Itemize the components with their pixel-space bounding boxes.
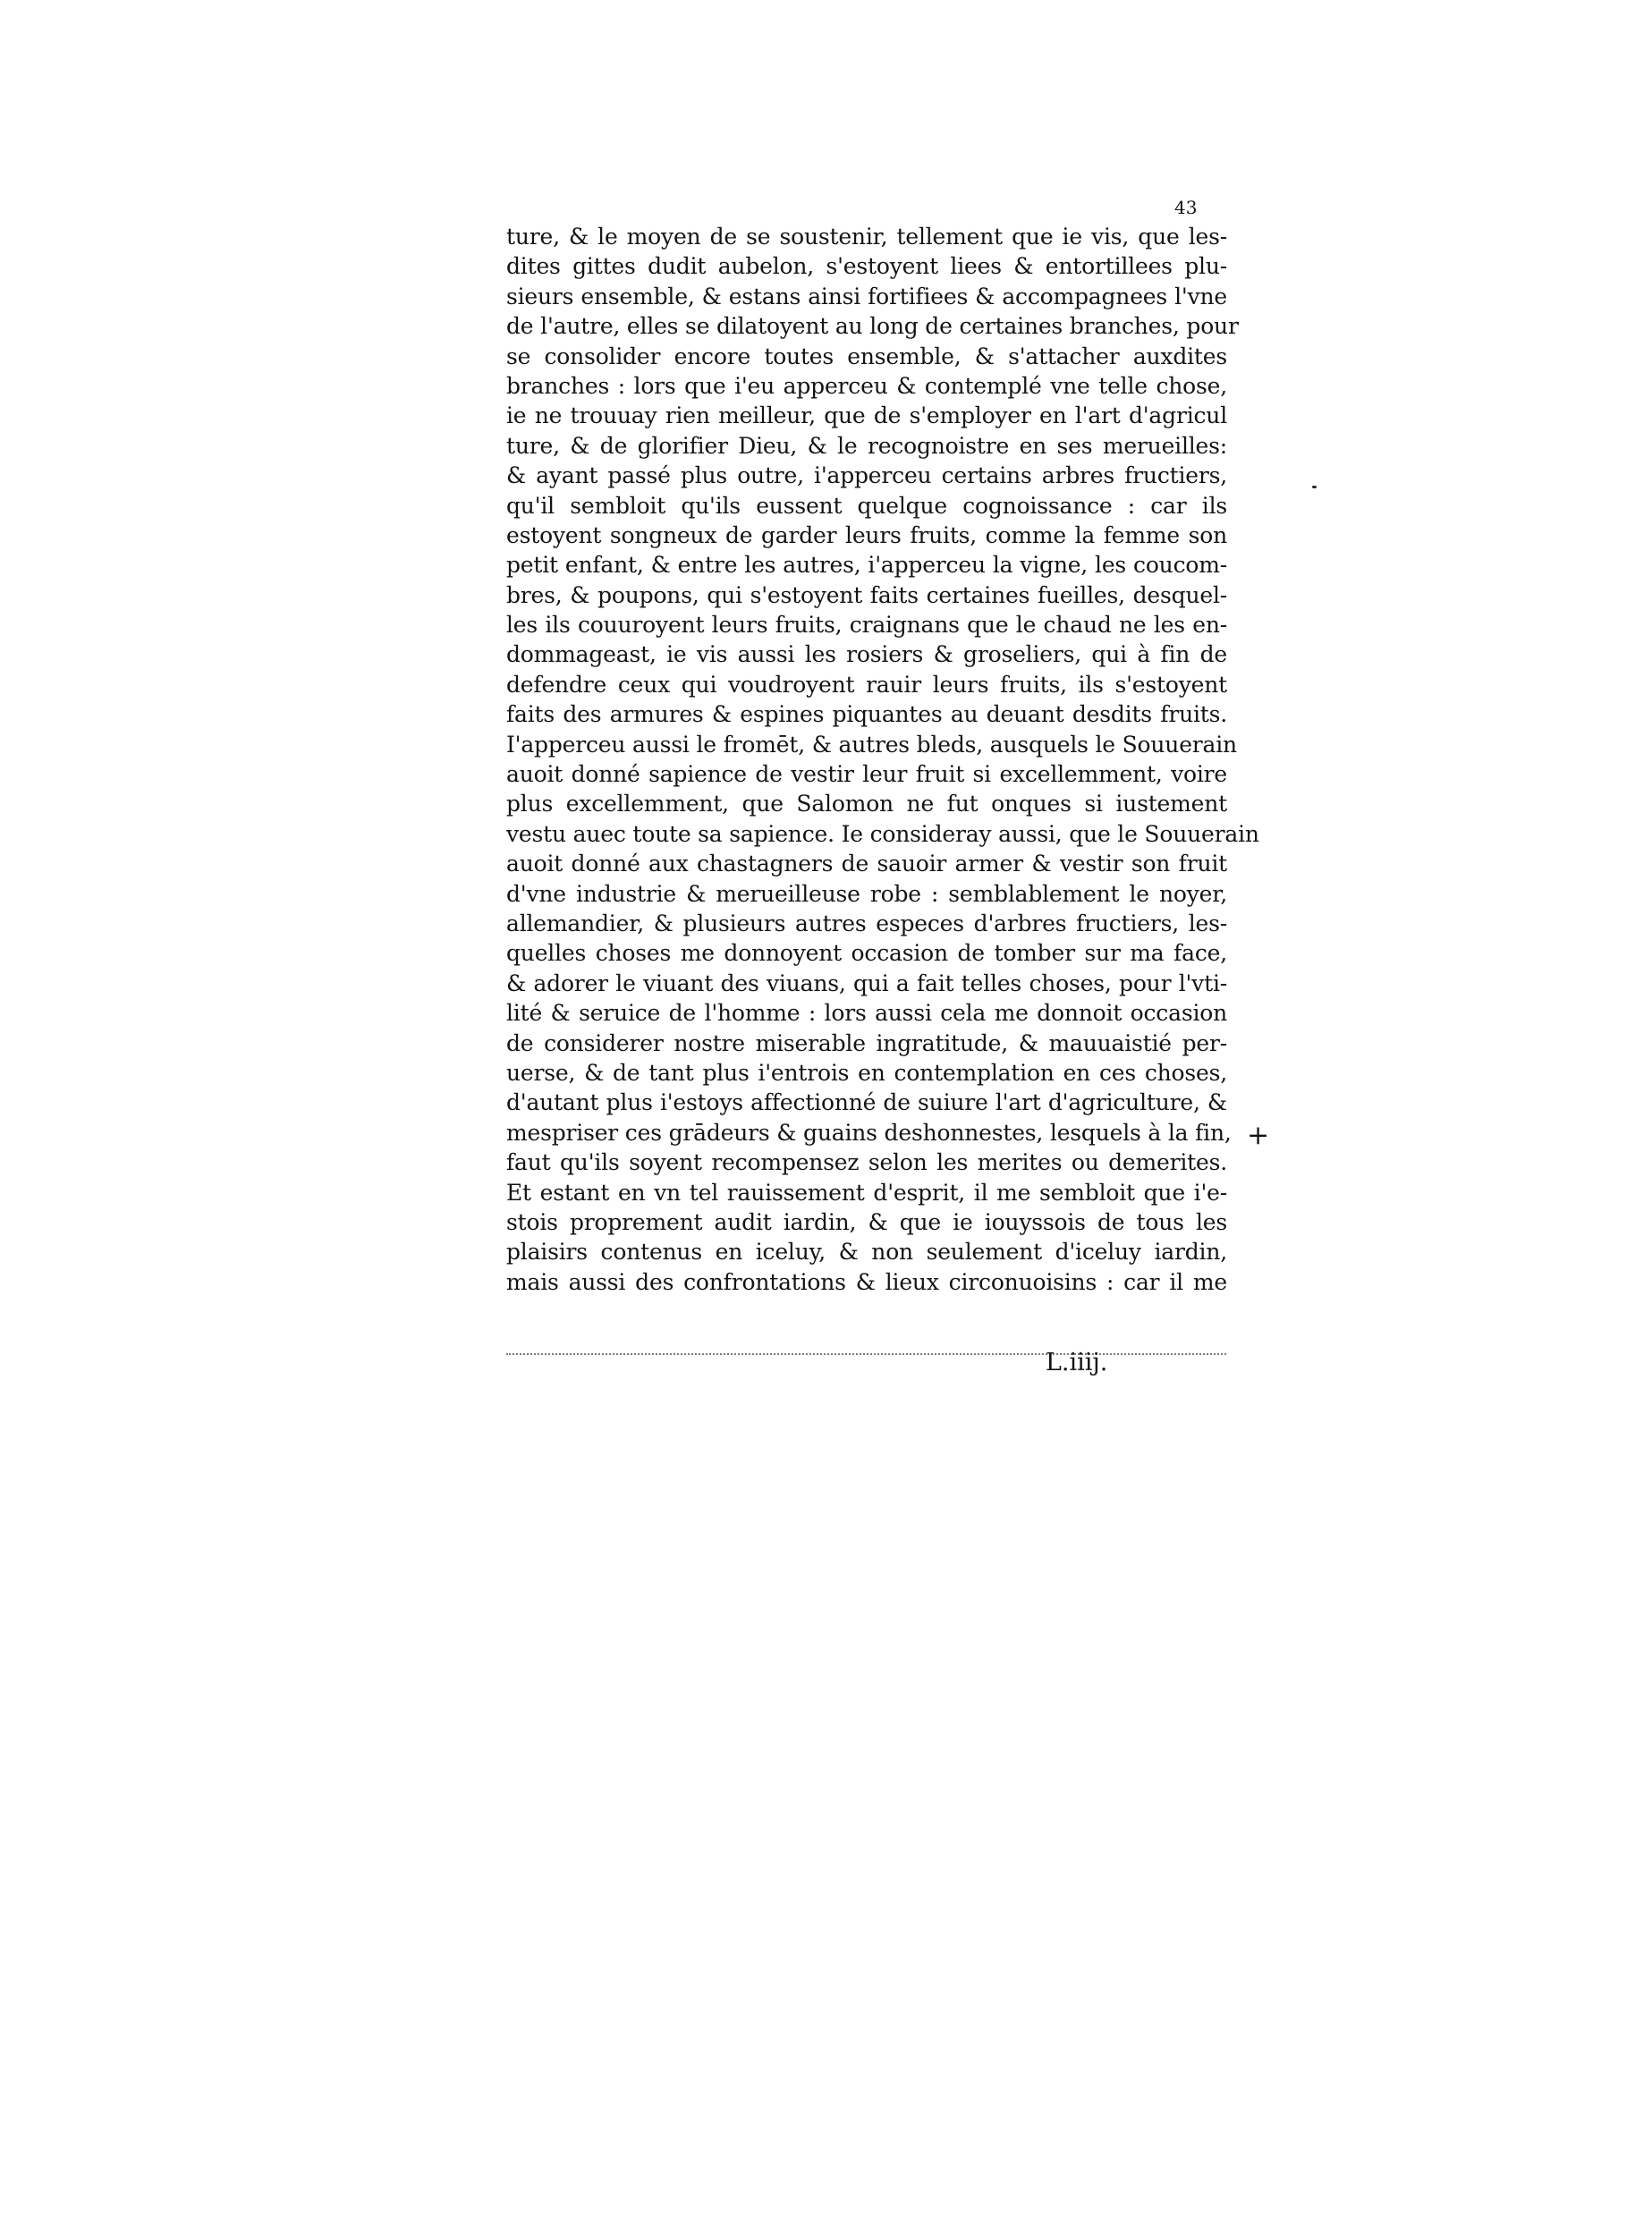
text-line: lité & seruice de l'homme : lors aussi cela me donnoit occasion	[506, 1000, 1227, 1027]
text-line: plaisirs contenus en iceluy, & non seulement d'iceluy iardin,	[506, 1239, 1227, 1266]
text-line: ie ne trouuay rien meilleur, que de s'employer en l'art d'agricul	[506, 402, 1227, 429]
text-line: Et estant en vn tel rauissement d'esprit, il me sembloit que i'e-	[506, 1179, 1227, 1206]
text-line: allemandier, & plusieurs autres especes d'arbres fructiers, les-	[506, 910, 1227, 936]
text-line: se consolider encore toutes ensemble, & s'attacher auxdites	[506, 343, 1227, 369]
text-line: petit enfant, & entre les autres, i'apperceu la vigne, les coucom-	[506, 552, 1227, 579]
text-line: defendre ceux qui voudroyent rauir leurs fruits, ils s'estoyent	[506, 671, 1227, 698]
text-line: mespriser ces grādeurs & guains deshonnestes, lesquels à la fin,	[506, 1119, 1232, 1146]
text-line: d'vne industrie & merueilleuse robe : semblablement le noyer,	[506, 880, 1227, 907]
text-line: quelles choses me donnoyent occasion de tomber sur ma face,	[506, 940, 1227, 967]
text-line: I'apperceu aussi le fromēt, & autres bleds, ausquels le Souuerain	[506, 731, 1237, 758]
text-line: d'autant plus i'estoys affectionné de suiure l'art d'agriculture, &	[506, 1089, 1227, 1116]
text-line: auoit donné sapience de vestir leur fruit si excellemment, voire	[506, 761, 1227, 788]
text-line: bres, & poupons, qui s'estoyent faits certaines fueilles, desquel-	[506, 581, 1227, 608]
text-line: sieurs ensemble, & estans ainsi fortifiees & accompagnees l'vne	[506, 283, 1227, 309]
text-line: estoyent songneux de garder leurs fruits, comme la femme son	[506, 521, 1227, 548]
text-line: stois proprement audit iardin, & que ie iouyssois de tous les	[506, 1208, 1227, 1235]
text-line: qu'il sembloit qu'ils eussent quelque cognoissance : car ils	[506, 492, 1227, 519]
margin-cross-mark: +	[1247, 1120, 1270, 1151]
text-line: dommageast, ie vis aussi les rosiers & groseliers, qui à fin de	[506, 641, 1227, 668]
text-line: vestu auec toute sa sapience. Ie consideray aussi, que le Souuerain	[506, 820, 1259, 847]
text-line: faits des armures & espines piquantes au deuant desdits fruits.	[506, 701, 1227, 728]
text-line: auoit donné aux chastagners de sauoir armer & vestir son fruit	[506, 851, 1227, 877]
text-line: de considerer nostre miserable ingratitude, & mauuaistié per-	[506, 1029, 1227, 1056]
text-line: & ayant passé plus outre, i'apperceu certains arbres fructiers,	[506, 462, 1227, 489]
text-line: de l'autre, elles se dilatoyent au long de certaines branches, pour	[506, 313, 1239, 340]
signature-mark: L.iiij.	[1046, 1349, 1108, 1376]
ink-speck	[1312, 486, 1317, 488]
body-text	[506, 222, 1259, 1297]
text-line: les ils couuroyent leurs fruits, craignans que le chaud ne les en-	[506, 612, 1227, 639]
text-line: faut qu'ils soyent recompensez selon les merites ou demerites.	[506, 1149, 1227, 1176]
text-line: mais aussi des confrontations & lieux circonuoisins : car il me	[506, 1268, 1227, 1295]
text-line: plus excellemment, que Salomon ne fut onques si iustement	[506, 791, 1227, 817]
text-line: & adorer le viuant des viuans, qui a fait telles choses, pour l'vti-	[506, 970, 1227, 996]
text-line: ture, & le moyen de se soustenir, tellement que ie vis, que les-	[506, 224, 1227, 250]
page-number: 43	[1174, 197, 1198, 218]
text-line: dites gittes dudit aubelon, s'estoyent liees & entortillees plu-	[506, 253, 1227, 280]
text-line: ture, & de glorifier Dieu, & le recognoistre en ses merueilles:	[506, 432, 1227, 459]
text-line: uerse, & de tant plus i'entrois en contemplation en ces choses,	[506, 1059, 1227, 1086]
bottom-dotted-rule	[506, 1353, 1226, 1355]
text-line: branches : lors que i'eu apperceu & contemplé vne telle chose,	[506, 372, 1227, 399]
